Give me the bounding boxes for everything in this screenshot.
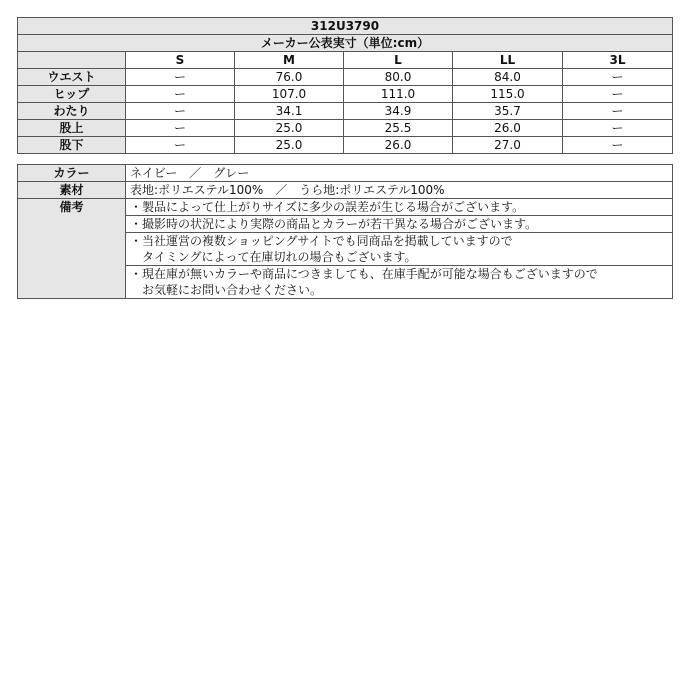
note-item: [126, 199, 673, 216]
material-label: 素材: [18, 182, 126, 199]
table-row: [18, 120, 673, 137]
color-row: [18, 165, 673, 182]
size-header-ll: LL: [453, 52, 563, 69]
size-header-row: [18, 52, 673, 69]
table-caption: メーカー公表実寸（単位:cm）: [18, 35, 673, 52]
cell-value: 80.0: [344, 69, 453, 86]
note-line: タイミングによって在庫切れの場合もございます。: [130, 250, 417, 264]
cell-value: 34.1: [235, 103, 344, 120]
note-row: [18, 199, 673, 216]
size-header-s: S: [126, 52, 235, 69]
note-line: ・製品によって仕上がりサイズに多少の誤差が生じる場合がございます。: [130, 200, 525, 214]
cell-value: 25.0: [235, 137, 344, 154]
cell-value: ー: [126, 137, 235, 154]
cell-value: 26.0: [453, 120, 563, 137]
cell-value: ー: [126, 120, 235, 137]
cell-value: 76.0: [235, 69, 344, 86]
cell-value: 27.0: [453, 137, 563, 154]
note-line: お気軽にお問い合わせください。: [130, 283, 323, 297]
material-row: [18, 182, 673, 199]
cell-value: 111.0: [344, 86, 453, 103]
info-table: [17, 164, 673, 299]
size-table: [17, 17, 673, 154]
product-code: 312U3790: [18, 18, 673, 35]
note-item: [126, 266, 673, 299]
cell-value: 26.0: [344, 137, 453, 154]
cell-value: ー: [563, 137, 673, 154]
cell-value: ー: [563, 103, 673, 120]
cell-value: 84.0: [453, 69, 563, 86]
cell-value: 107.0: [235, 86, 344, 103]
size-header-m: M: [235, 52, 344, 69]
note-line: ・現在庫が無いカラーや商品につきましても、在庫手配が可能な場合もございますので: [130, 267, 598, 281]
table-row: [18, 103, 673, 120]
cell-value: 25.5: [344, 120, 453, 137]
color-value: ネイビー ／ グレー: [126, 165, 673, 182]
corner-cell: [18, 52, 126, 69]
color-label: カラー: [18, 165, 126, 182]
row-label: わたり: [18, 103, 126, 120]
cell-value: 34.9: [344, 103, 453, 120]
cell-value: ー: [126, 103, 235, 120]
cell-value: 115.0: [453, 86, 563, 103]
note-item: [126, 216, 673, 233]
note-line: ・撮影時の状況により実際の商品とカラーが若干異なる場合がございます。: [130, 217, 538, 231]
notes-label: 備考: [18, 199, 126, 299]
cell-value: ー: [126, 69, 235, 86]
cell-value: ー: [563, 86, 673, 103]
size-header-3l: 3L: [563, 52, 673, 69]
cell-value: 35.7: [453, 103, 563, 120]
row-label: 股上: [18, 120, 126, 137]
table-row: [18, 137, 673, 154]
cell-value: ー: [126, 86, 235, 103]
row-label: ヒップ: [18, 86, 126, 103]
table-row: [18, 69, 673, 86]
cell-value: ー: [563, 69, 673, 86]
cell-value: ー: [563, 120, 673, 137]
row-label: 股下: [18, 137, 126, 154]
size-header-l: L: [344, 52, 453, 69]
row-label: ウエスト: [18, 69, 126, 86]
material-value: 表地:ポリエステル100% ／ うら地:ポリエステル100%: [126, 182, 673, 199]
note-line: ・当社運営の複数ショッピングサイトでも同商品を掲載していますので: [130, 234, 513, 248]
cell-value: 25.0: [235, 120, 344, 137]
note-item: [126, 233, 673, 266]
table-row: [18, 86, 673, 103]
